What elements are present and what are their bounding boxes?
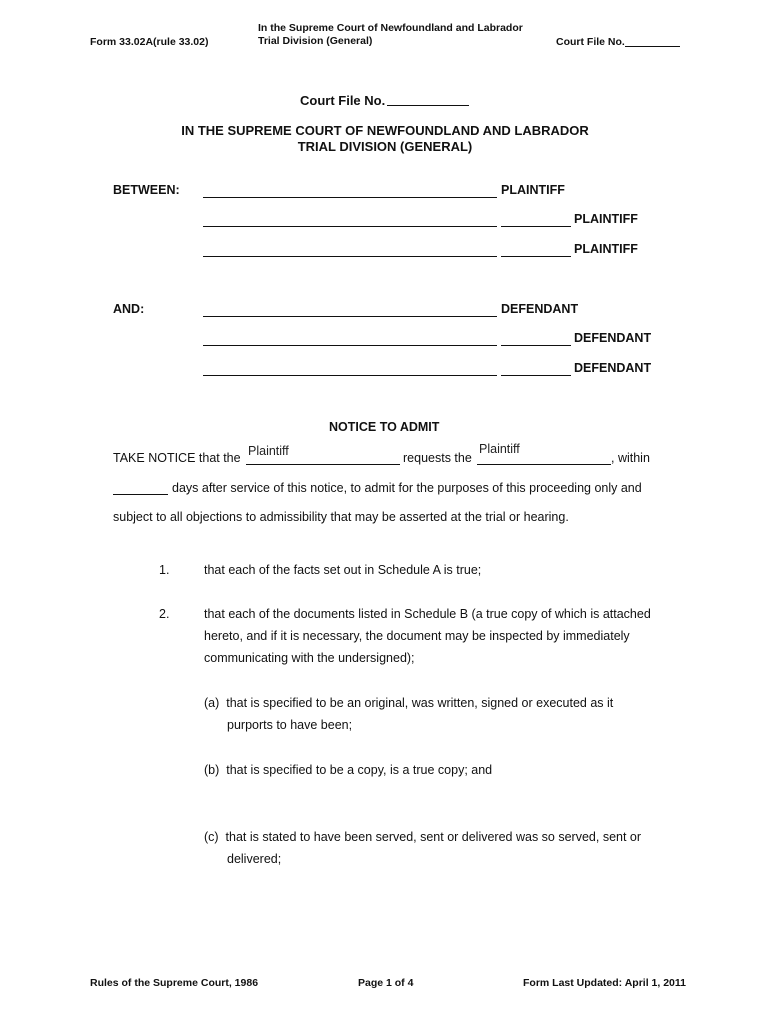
footer-rules: Rules of the Supreme Court, 1986 [90, 977, 259, 989]
requests-the-text: requests the [403, 451, 472, 465]
defendant-2-label: DEFENDANT [574, 331, 652, 345]
defendant-2-extra-field[interactable] [501, 345, 571, 346]
item2-number: 2. [159, 607, 170, 621]
take-notice-text: TAKE NOTICE that the [113, 451, 241, 465]
party2-field-value: Plaintiff [479, 442, 520, 456]
days-text: days after service of this notice, to admit for the purposes of this proceeding only and [172, 481, 642, 495]
plaintiff-3-label: PLAINTIFF [574, 242, 638, 256]
party2-field[interactable] [477, 464, 611, 465]
plaintiff-2-label: PLAINTIFF [574, 212, 638, 226]
days-field[interactable] [113, 494, 168, 495]
plaintiff-3-name-field[interactable] [203, 256, 497, 257]
between-label: BETWEEN: [113, 183, 180, 197]
and-label: AND: [113, 302, 145, 316]
plaintiff-2-name-field[interactable] [203, 226, 497, 227]
party1-field[interactable] [246, 464, 400, 465]
subject-text: subject to all objections to admissibility that may be asserted at the trial or hearing. [113, 510, 569, 524]
defendant-3-label: DEFENDANT [574, 361, 652, 375]
header-file-no-field[interactable] [625, 46, 680, 47]
defendant-3-name-field[interactable] [203, 375, 497, 376]
item2-line1: that each of the documents listed in Schedule B (a true copy of which is attached [204, 607, 651, 621]
defendant-1-name-field[interactable] [203, 316, 497, 317]
item1-text: that each of the facts set out in Schedule A is true; [204, 563, 482, 577]
within-text: , within [611, 451, 650, 465]
defendant-3-extra-field[interactable] [501, 375, 571, 376]
item2-line2: hereto, and if it is necessary, the document may be inspected by immediately [204, 629, 630, 643]
footer-page: Page 1 of 4 [358, 977, 414, 989]
header-court-line2: Trial Division (General) [258, 35, 373, 47]
footer-updated: Form Last Updated: April 1, 2011 [523, 977, 686, 989]
item1-number: 1. [159, 563, 170, 577]
court-division: TRIAL DIVISION (GENERAL) [297, 139, 473, 154]
sub-a-line2: purports to have been; [227, 718, 353, 732]
court-file-field[interactable] [387, 105, 469, 106]
form-number: Form 33.02A(rule 33.02) [90, 36, 209, 48]
plaintiff-3-extra-field[interactable] [501, 256, 571, 257]
defendant-1-label: DEFENDANT [501, 302, 579, 316]
header-court-line1: In the Supreme Court of Newfoundland and Labrador [258, 22, 523, 34]
party1-field-value: Plaintiff [248, 444, 289, 458]
court-name: IN THE SUPREME COURT OF NEWFOUNDLAND AND LABRADOR [181, 123, 589, 138]
plaintiff-1-name-field[interactable] [203, 197, 497, 198]
sub-c-line2: delivered; [227, 852, 282, 866]
sub-b-line1: (b) that is specified to be a copy, is a true copy; and [204, 763, 493, 777]
plaintiff-2-extra-field[interactable] [501, 226, 571, 227]
notice-heading: NOTICE TO ADMIT [329, 420, 440, 434]
sub-c-line1: (c) that is stated to have been served, sent or delivered was so served, sent or [204, 830, 642, 844]
defendant-2-name-field[interactable] [203, 345, 497, 346]
court-file-label: Court File No. [300, 93, 386, 108]
item2-line3: communicating with the undersigned); [204, 651, 415, 665]
header-file-no-label: Court File No. [556, 36, 625, 48]
sub-a-line1: (a) that is specified to be an original, was written, signed or executed as it [204, 696, 614, 710]
plaintiff-1-label: PLAINTIFF [501, 183, 565, 197]
